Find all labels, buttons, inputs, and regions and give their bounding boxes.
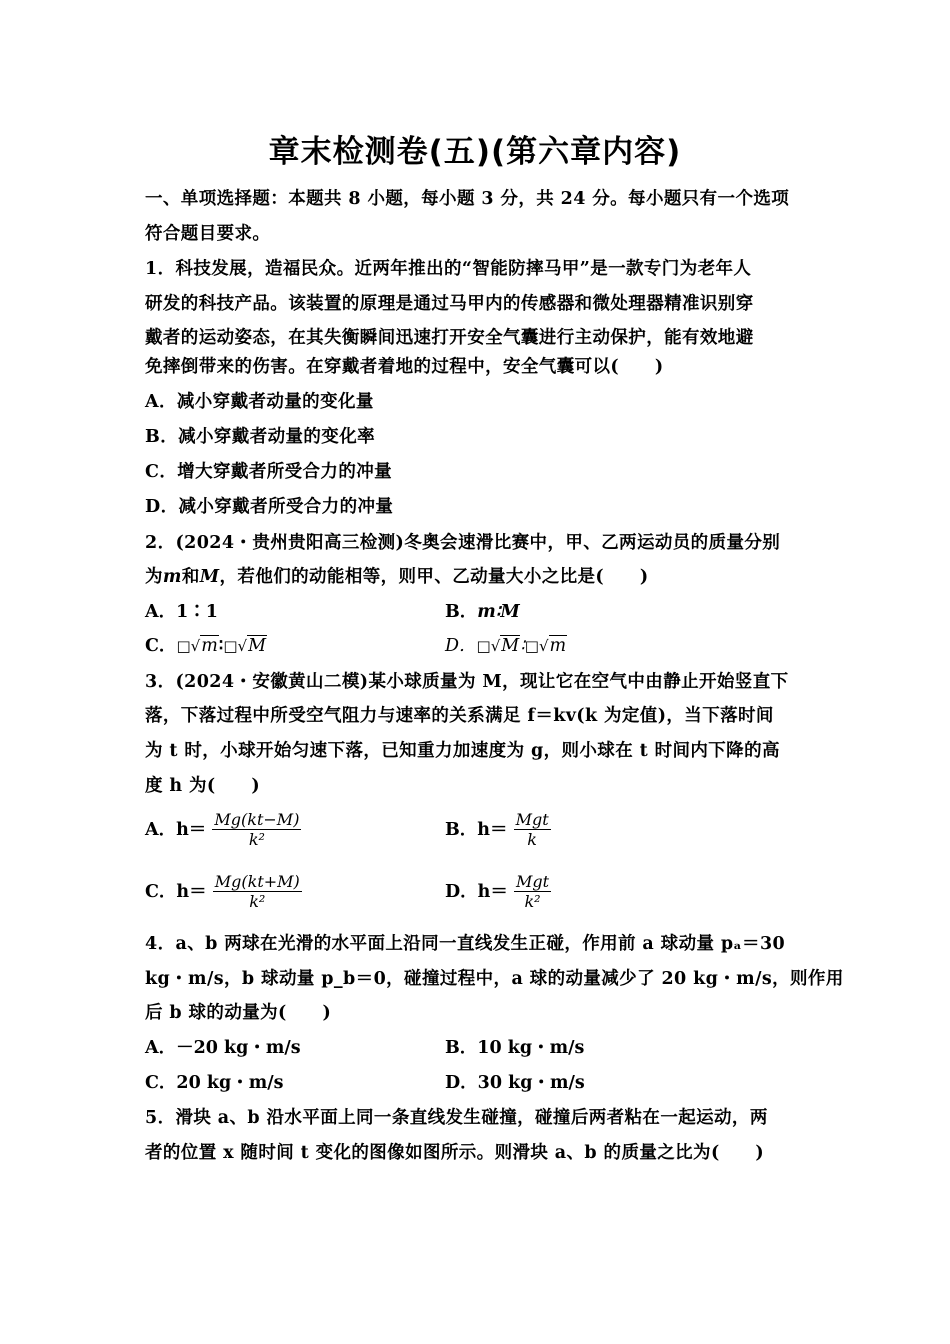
q2-line2: 为m和M，若他们的动能相等，则甲、乙动量大小之比是( ) bbox=[145, 567, 649, 587]
q2-option-b: B．m∶M bbox=[445, 602, 520, 622]
q3-option-c: C．h＝ $\frac{Mg(kt+M)}{\text{k²}}$ bbox=[145, 872, 300, 911]
q1-option-a: A．减小穿戴者动量的变化量 bbox=[145, 392, 374, 412]
q4-option-c: C．20 kg・m/s bbox=[145, 1073, 284, 1093]
q1-line4: 免摔倒带来的伤害。在穿戴者着地的过程中，安全气囊可以( ) bbox=[145, 357, 664, 377]
q3-option-a: A．h＝ $\frac{Mg(kt-M)}{\text{k²}}$ bbox=[145, 810, 300, 849]
q4-line1: 4．a、b 两球在光滑的水平面上沿同一直线发生正碰，作用前 a 球动量 pₐ＝30 bbox=[145, 934, 786, 954]
q5-line1: 5．滑块 a、b 沿水平面上同一条直线发生碰撞，碰撞后两者粘在一起运动，两 bbox=[145, 1108, 768, 1128]
q3-line1: 3．(2024・安徽黄山二模)某小球质量为 M，现让它在空气中由静止开始竖直下 bbox=[145, 672, 789, 692]
q3-line2: 落，下落过程中所受空气阻力与速率的关系满足 f＝kv(k 为定值)，当下落时间 bbox=[145, 706, 774, 726]
q3-option-b: B．h＝ $\frac{\text{Mgt}}{k}$ bbox=[445, 810, 549, 849]
q3-line3: 为 t 时，小球开始匀速下落，已知重力加速度为 g，则小球在 t 时间内下降的高 bbox=[145, 741, 780, 761]
q3-line4: 度 h 为( ) bbox=[145, 776, 261, 796]
section-heading-line2: 符合题目要求。 bbox=[145, 224, 271, 244]
q4-option-b: B．10 kg・m/s bbox=[445, 1038, 585, 1058]
q1-line3: 戴者的运动姿态，在其失衡瞬间迅速打开安全气囊进行主动保护，能有效地避 bbox=[145, 328, 754, 348]
q1-option-c: C．增大穿戴者所受合力的冲量 bbox=[145, 462, 393, 482]
q2-line1: 2．(2024・贵州贵阳高三检测)冬奥会速滑比赛中，甲、乙两运动员的质量分别 bbox=[145, 533, 781, 553]
page-title: 章末检测卷(五)(第六章内容) bbox=[268, 134, 682, 170]
q3-option-d: D．h＝ $\frac{\text{Mgt}}{\text{k²}}$ bbox=[445, 872, 550, 911]
q2-option-c: C．□√m∶□√M bbox=[145, 636, 267, 656]
section-heading-line1: 一、单项选择题：本题共 8 小题，每小题 3 分，共 24 分。每小题只有一个选项 bbox=[145, 189, 790, 209]
q2-option-d: D．□√M∶□√m bbox=[445, 636, 567, 656]
q4-line2: kg・m/s，b 球动量 p_b＝0，碰撞过程中，a 球的动量减少了 20 kg・m/s，则作用 bbox=[145, 969, 844, 989]
q4-option-a: A．－20 kg・m/s bbox=[145, 1038, 301, 1058]
q1-line2: 研发的科技产品。该装置的原理是通过马甲内的传感器和微处理器精准识别穿 bbox=[145, 294, 754, 314]
q4-option-d: D．30 kg・m/s bbox=[445, 1073, 585, 1093]
q1-line1: 1．科技发展，造福民众。近两年推出的“智能防摔马甲”是一款专门为老年人 bbox=[145, 259, 752, 279]
q4-line3: 后 b 球的动量为( ) bbox=[145, 1003, 332, 1023]
q1-option-d: D．减小穿戴者所受合力的冲量 bbox=[145, 497, 394, 517]
q5-line2: 者的位置 x 随时间 t 变化的图像如图所示。则滑块 a、b 的质量之比为( ) bbox=[145, 1143, 765, 1163]
q2-option-a: A．1∶1 bbox=[145, 602, 218, 622]
q1-option-b: B．减小穿戴者动量的变化率 bbox=[145, 427, 375, 447]
